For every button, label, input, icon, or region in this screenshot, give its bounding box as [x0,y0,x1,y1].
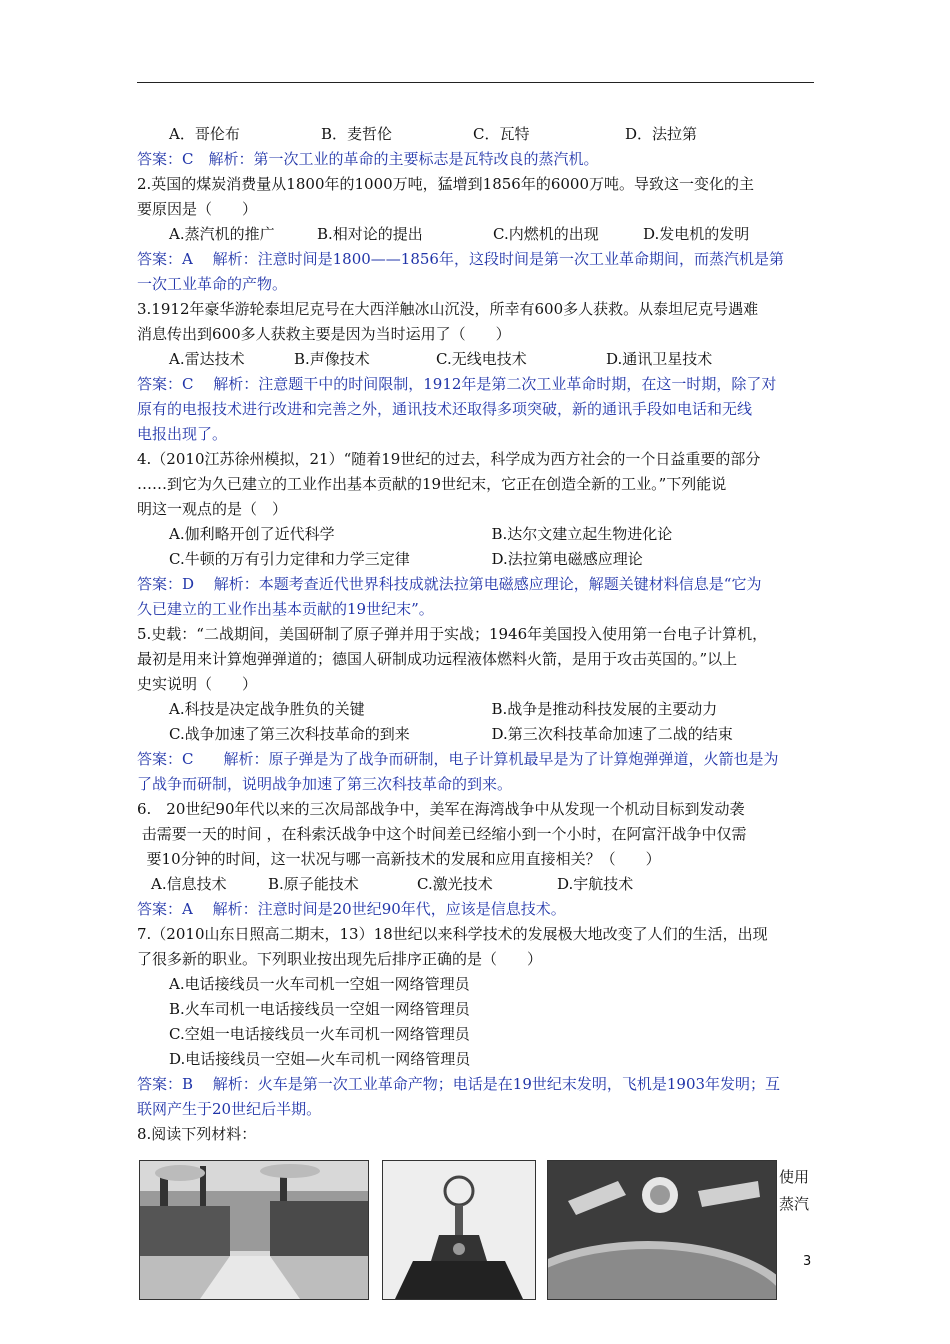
option: D.通讯卫星技术 [606,350,713,368]
question-text: 要10分钟的时间，这一状况与哪一高新技术的发展和应用直接相关？（ ） [137,850,661,868]
question-text: 5.史载：“二战期间，美国研制了原子弹并用于实战；1946年美国投入使用第一台电子计算机， [137,625,768,643]
option: B.达尔文建立起生物进化论 [491,525,673,543]
side-text-line: 使用 [779,1168,810,1186]
option: B.声像技术 [294,350,370,368]
question-text: 3.1912年豪华游轮泰坦尼克号在大西洋触冰山沉没，所幸有600多人获救。从泰坦尼克号遇难 [137,300,759,318]
q4-options-row2 [137,547,814,572]
option: A.电话接线员一火车司机一空姐一网络管理员 [169,975,470,993]
answer-text: 久已建立的工业作出基本贡献的19世纪末”。 [137,600,434,618]
question-text: 8.阅读下列材料： [137,1125,257,1143]
answer-text: 答案：C 解析：注意题干中的时间限制，1912年是第二次工业革命时期，在这一时期，除了对 [137,375,777,393]
option: A.科技是决定战争胜负的关键 [169,700,365,718]
answer-text: 一次工业革命的产物。 [137,275,288,293]
answer-text: 电报出现了。 [137,425,228,443]
option: D.法拉第电磁感应理论 [491,550,643,568]
option: A.信息技术 [151,875,227,893]
q8-figures [137,1160,814,1302]
option: D.发电机的发明 [643,225,750,243]
option: A．哥伦布 [169,125,240,143]
option: C.牛顿的万有引力定律和力学三定律 [169,550,410,568]
question-text: 4.（2010江苏徐州模拟，21）“随着19世纪的过去，科学成为西方社会的一个日益重要的部分 [137,450,761,468]
q1-answer: 答案：C 解析：第一次工业的革命的主要标志是瓦特改良的蒸汽机。 [137,150,599,168]
question-text: 要原因是（ ） [137,200,258,218]
answer-text: 了战争而研制，说明战争加速了第三次科技革命的到来。 [137,775,513,793]
option: B.相对论的提出 [317,225,423,243]
side-text-line: 蒸汽 [779,1195,810,1213]
question-text: 史实说明（ ） [137,675,258,693]
option: C.无线电技术 [436,350,527,368]
option: C.内燃机的出现 [493,225,599,243]
header-rule [137,82,814,83]
q5-options-row2 [137,722,814,747]
q3-options [137,347,814,372]
q2-options [137,222,814,247]
tesla-coil-photo [382,1160,536,1300]
option: B．麦哲伦 [321,125,393,143]
q6-options [137,872,814,897]
page-number: 3 [803,1254,812,1269]
option: C.激光技术 [417,875,493,893]
q8-side-text [779,1164,815,1218]
answer-text: 联网产生于20世纪后半期。 [137,1100,322,1118]
answer-text: 原有的电报技术进行改进和完善之外，通讯技术还取得多项突破，新的通讯手段如电话和无线 [137,400,753,418]
question-text: 6. 20世纪90年代以来的三次局部战争中，美军在海湾战争中从发现一个机动目标到发动袭 [137,800,745,818]
option: A.伽利略开创了近代科学 [169,525,335,543]
option: B.原子能技术 [268,875,359,893]
question-text: 了很多新的职业。下列职业按出现先后排序正确的是（ ） [137,950,543,968]
question-text: 击需要一天的时间 ，在科索沃战争中这个时间差已经缩小到一个小时，在阿富汗战争中仅需 [137,825,747,843]
option: A.雷达技术 [169,350,245,368]
option: C.空姐一电话接线员一火车司机一网络管理员 [169,1025,470,1043]
option: D.电话接线员一空姐—火车司机一网络管理员 [169,1050,471,1068]
exam-content [137,122,814,1147]
question-text: 明这一观点的是（ ） [137,500,288,518]
option: D．法拉第 [625,125,698,143]
answer-text: 答案：B 解析：火车是第一次工业革命产物；电话是在19世纪末发明，飞机是1903年发明；互 [137,1075,781,1093]
option: A.蒸汽机的推广 [169,225,275,243]
industrial-city-photo [139,1160,369,1300]
satellite-earth-photo [547,1160,777,1300]
answer-text: 答案：A 解析：注意时间是1800——1856年，这段时间是第一次工业革命期间，而蒸汽机是第 [137,250,784,268]
q4-options-row1 [137,522,814,547]
answer-text: 答案：D 解析：本题考查近代世界科技成就法拉第电磁感应理论，解题关键材料信息是“它为 [137,575,762,593]
option: D.第三次科技革命加速了二战的结束 [491,725,733,743]
question-text: 最初是用来计算炮弹弹道的；德国人研制成功远程液体燃料火箭，是用于攻击英国的。”以上 [137,650,738,668]
q1-options [137,122,814,147]
q5-options-row1 [137,697,814,722]
question-text: ……到它为久已建立的工业作出基本贡献的19世纪末，它正在创造全新的工业。”下列能说 [137,475,727,493]
option: C．瓦特 [473,125,530,143]
option: B.战争是推动科技发展的主要动力 [491,700,718,718]
answer-text: 答案：A 解析：注意时间是20世纪90年代，应该是信息技术。 [137,900,566,918]
question-text: 2.英国的煤炭消费量从1800年的1000万吨，猛增到1856年的6000万吨。导致这一变化的主 [137,175,755,193]
question-text: 消息传出到600多人获救主要是因为当时运用了（ ） [137,325,511,343]
option: C.战争加速了第三次科技革命的到来 [169,725,410,743]
option: B.火车司机一电话接线员一空姐一网络管理员 [169,1000,470,1018]
question-text: 7.（2010山东日照高二期末，13）18世纪以来科学技术的发展极大地改变了人们的生活，出现 [137,925,768,943]
option: D.宇航技术 [557,875,634,893]
answer-text: 答案：C 解析：原子弹是为了战争而研制，电子计算机最早是为了计算炮弹弹道，火箭也是为 [137,750,779,768]
